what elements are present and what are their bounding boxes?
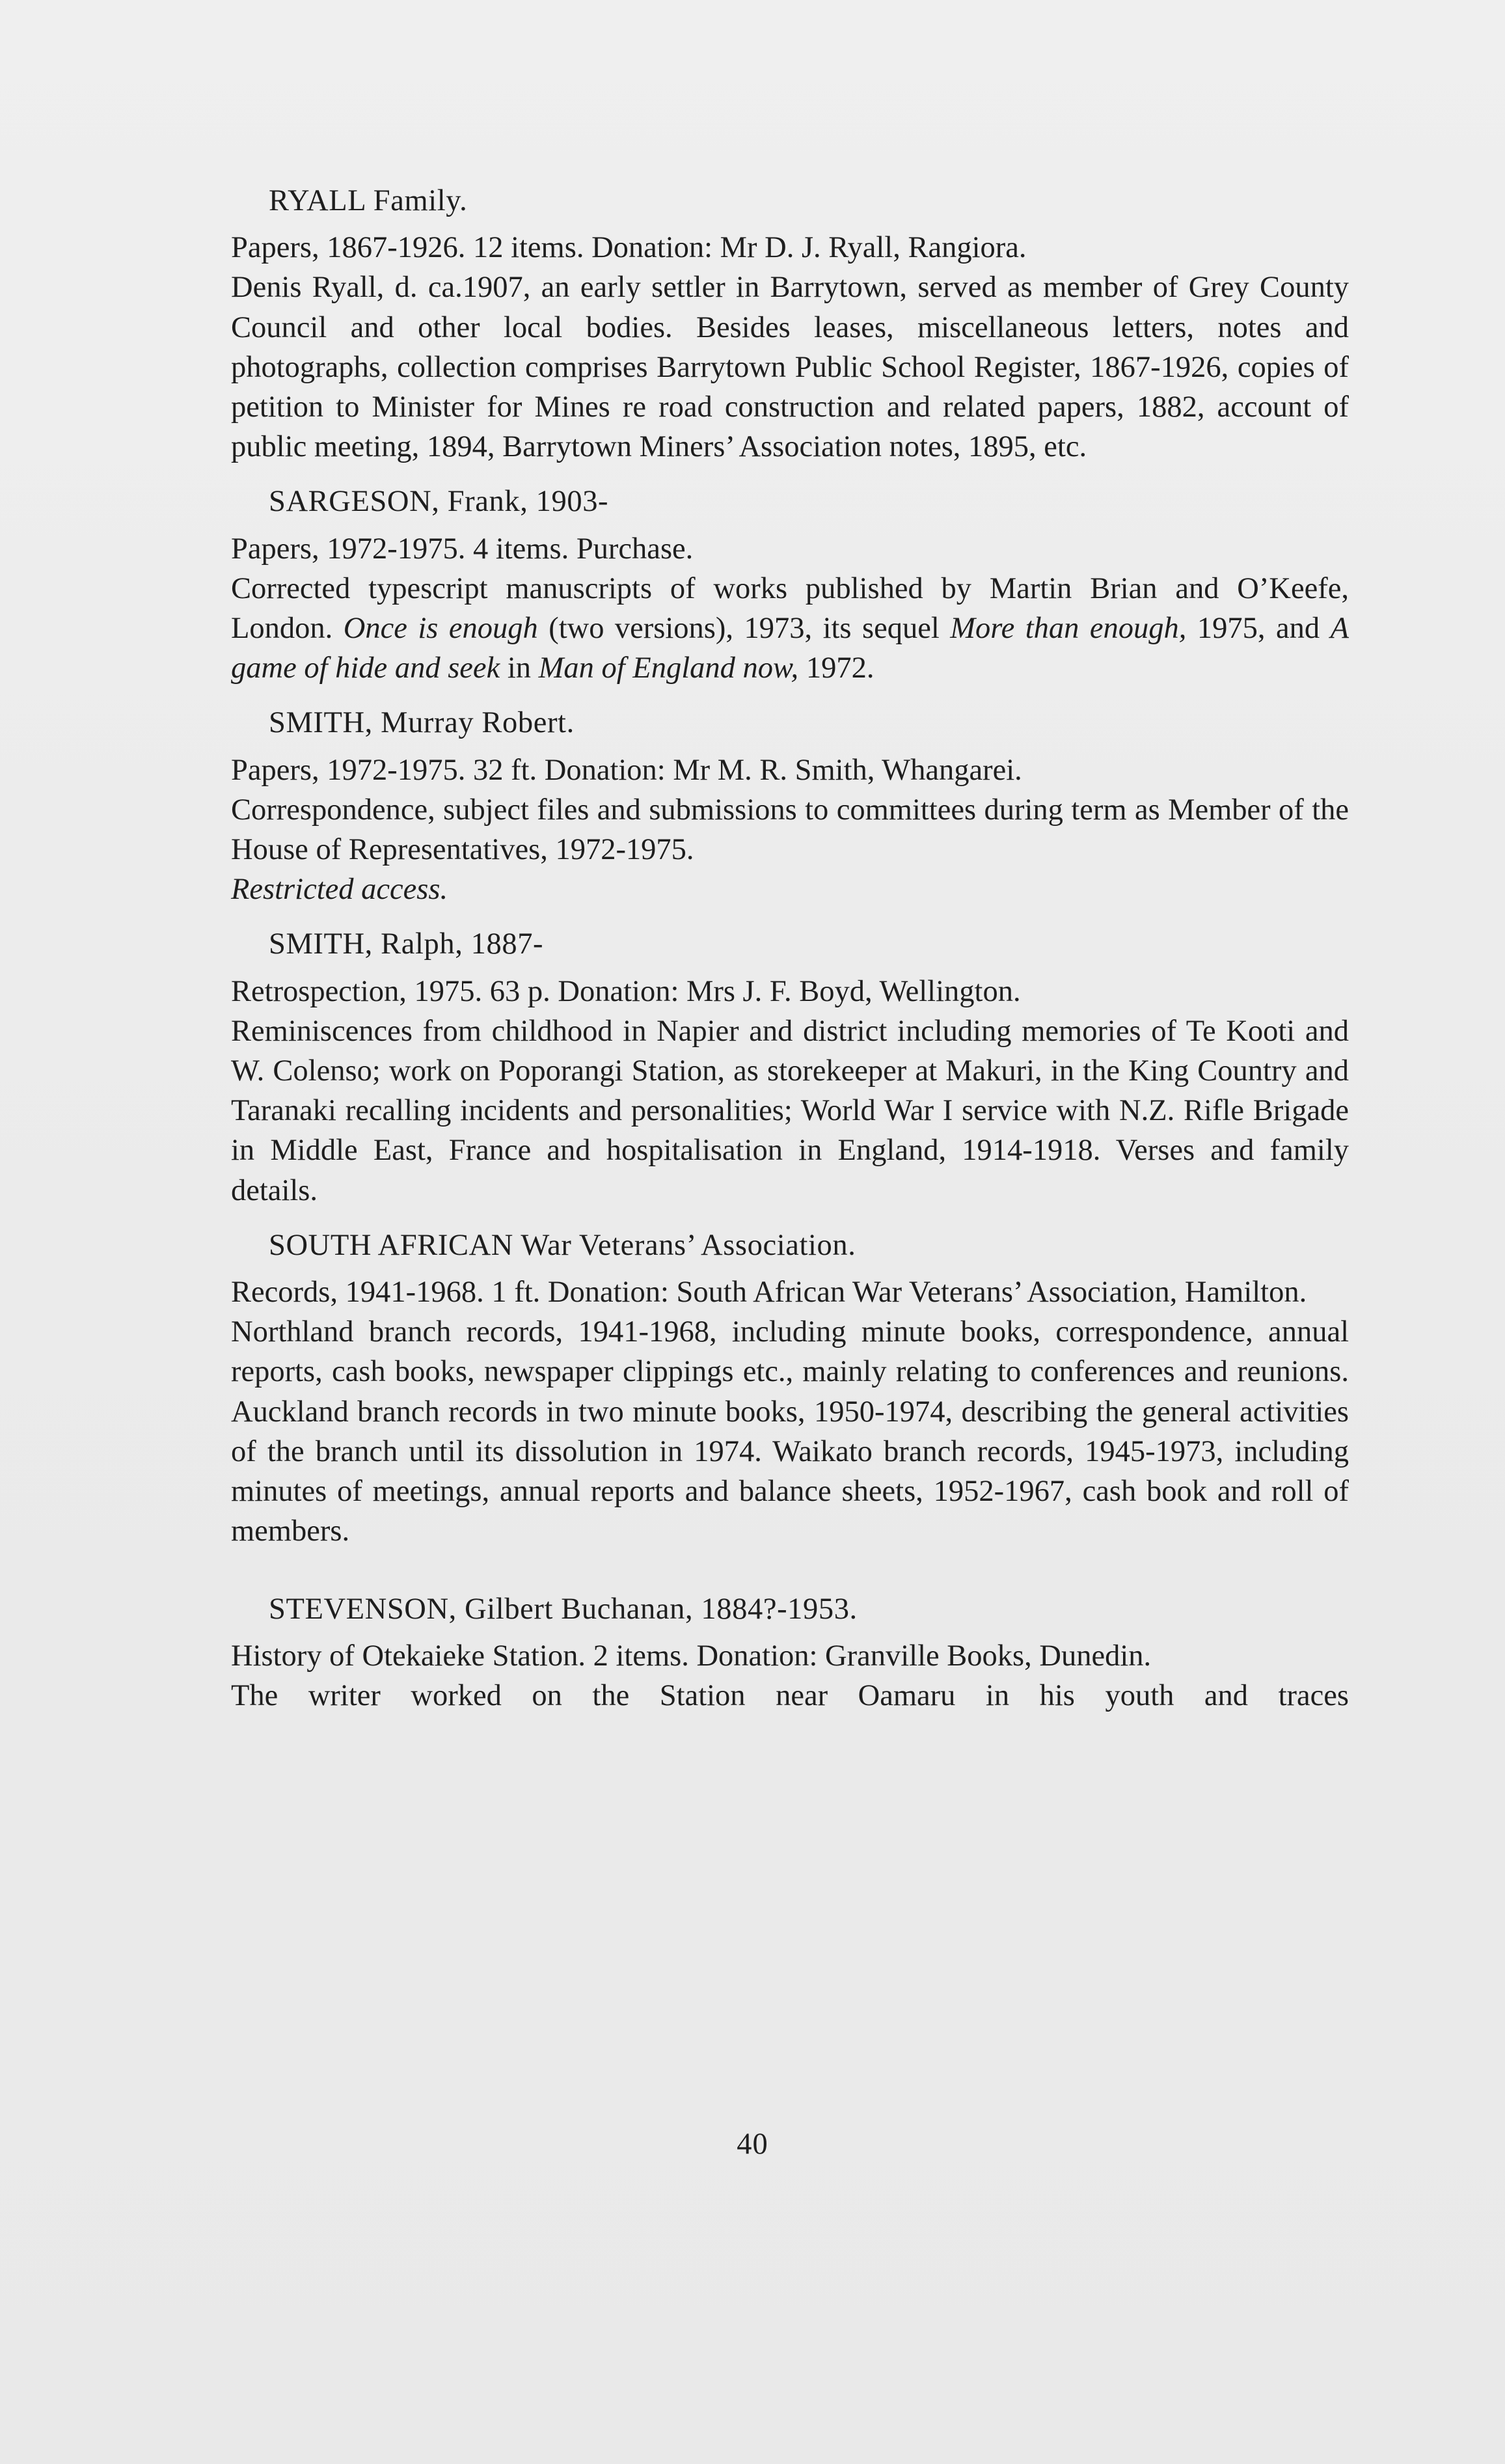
catalogue-entry-ryall: [231, 181, 1349, 467]
entry-description: The writer worked on the Station near Oamaru in his youth and traces: [231, 1678, 1349, 1712]
entry-heading: SMITH, Ralph, 1887-: [269, 927, 544, 961]
description-text: Corrected typescript manuscripts of works published by Martin Brian and O’Keefe, London.: [231, 571, 1349, 646]
work-title: Man of England now,: [538, 651, 799, 685]
description-text: 1975, and: [1186, 612, 1331, 646]
entry-summary: Papers, 1972-1975. 4 items. Purchase.: [231, 532, 694, 566]
entry-summary: Retrospection, 1975. 63 p. Donation: Mrs J. F. Boyd, Wellington.: [231, 974, 1021, 1008]
text-column: [231, 181, 1349, 1716]
catalogue-entry-south-african: [231, 1225, 1349, 1552]
entry-description: [231, 569, 1349, 689]
entry-summary: Records, 1941-1968. 1 ft. Donation: South African War Veterans’ Association, Hamilton.: [231, 1276, 1307, 1309]
access-note: Restricted access.: [231, 873, 448, 907]
work-title: More than enough,: [950, 612, 1187, 646]
catalogue-entry-sargeson: [231, 482, 1349, 688]
entry-heading: SOUTH AFRICAN War Veterans’ Association.: [269, 1228, 856, 1262]
entry-heading: SARGESON, Frank, 1903-: [269, 485, 609, 519]
entry-heading: RYALL Family.: [269, 184, 468, 217]
catalogue-entry-smith-murray: [231, 703, 1349, 909]
entry-heading: SMITH, Murray Robert.: [269, 706, 575, 740]
entry-description: Denis Ryall, d. ca.1907, an early settler in Barrytown, served as member of Grey County Council and other local bodies. Besides leases, miscellaneous letters, notes and photographs, collection comprises Barrytown Public School Register, 1867-1926, copies of petition to Minister for Mines re road construction and related papers, 1882, account of public meeting, 1894, Barrytown Miners’ Association notes, 1895, etc.: [231, 271, 1349, 464]
entry-description: Northland branch records, 1941-1968, including minute books, correspondence, annual reports, cash books, newspaper clippings etc., mainly relating to conferences and reunions. Auckland branch records in two minute books, 1950-1974, describing the general activities of the branch until its dissolution in 1974. Waikato branch records, 1945-1973, including minutes of meetings, annual reports and balance sheets, 1952-1967, cash book and roll of members.: [231, 1315, 1349, 1548]
entry-summary: Papers, 1972-1975. 32 ft. Donation: Mr M. R. Smith, Whangarei.: [231, 753, 1022, 787]
catalogue-entry-stevenson: [231, 1589, 1349, 1716]
entry-heading: STEVENSON, Gilbert Buchanan, 1884?-1953.: [269, 1592, 858, 1626]
entry-description: Reminiscences from childhood in Napier and district including memories of Te Kooti and W. Colenso; work on Poporangi Station, as storekeeper at Makuri, in the King Country and Taranaki recalling incidents and personalities; World War I service with N.Z. Rifle Brigade in Middle East, France and hospitalisation in England, 1914-1918. Verses and family details.: [231, 1014, 1349, 1207]
work-title: Once is enough: [343, 612, 538, 646]
entry-summary: History of Otekaieke Station. 2 items. Donation: Granville Books, Dunedin.: [231, 1639, 1152, 1673]
description-text: in: [500, 651, 539, 685]
catalogue-entry-smith-ralph: [231, 924, 1349, 1210]
description-text: (two versions), 1973, its sequel: [537, 612, 951, 646]
entry-description: Correspondence, subject files and submissions to committees during term as Member of the House of Representatives, 1972-1975.: [231, 793, 1349, 867]
description-text: 1972.: [798, 651, 875, 685]
work-title: A game of hide and seek: [231, 612, 1349, 685]
entry-summary: Papers, 1867-1926. 12 items. Donation: Mr D. J. Ryall, Rangiora.: [231, 231, 1027, 265]
page-number: 40: [737, 2128, 768, 2161]
